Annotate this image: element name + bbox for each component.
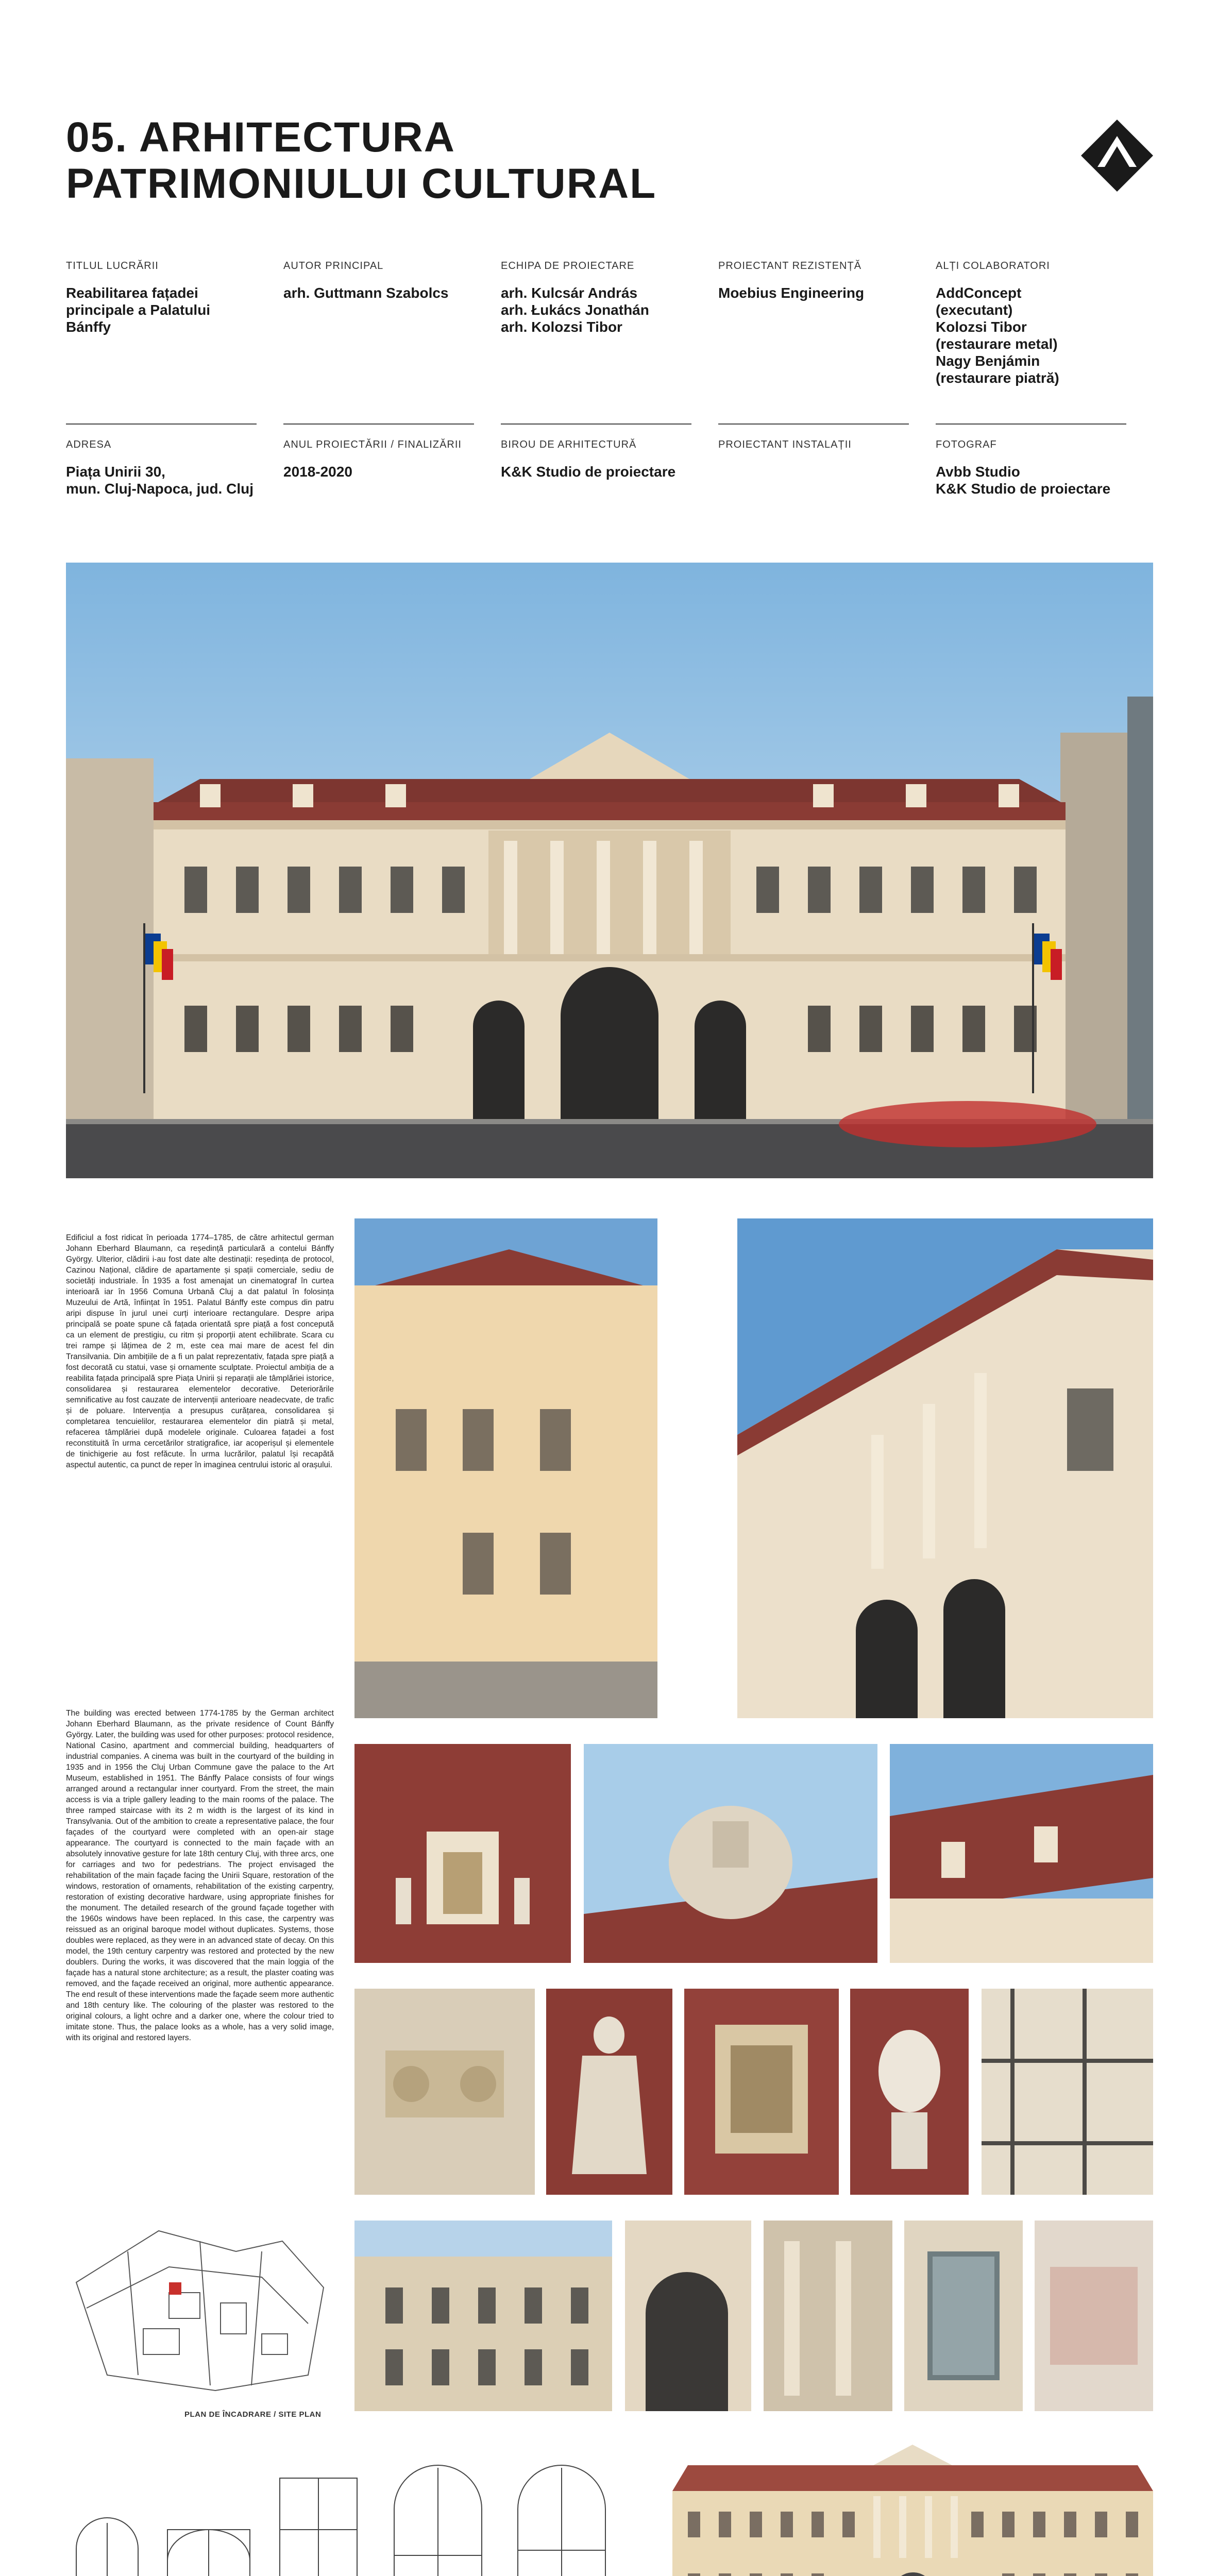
info-label: TITLUL LUCRĂRII: [66, 260, 159, 272]
info-label: ALȚI COLABORATORI: [936, 260, 1050, 272]
info-value: Reabilitarea fațadei principale a Palatului Bánffy: [66, 285, 211, 335]
info-address: [66, 439, 257, 497]
window-drawing-5: [508, 2452, 616, 2576]
dormer-photo: [354, 1744, 571, 1963]
info-label: ADRESA: [66, 439, 112, 450]
statue-photo: [546, 1989, 672, 2195]
info-title: [66, 260, 257, 335]
coat-of-arms-photo: [584, 1744, 877, 1963]
loggia-detail-photo: [764, 2221, 892, 2411]
info-label: PROIECTANT INSTALAȚII: [718, 439, 852, 450]
stone-texture-photo: [1035, 2221, 1153, 2411]
info-value: Avbb Studio K&K Studio de proiectare: [936, 464, 1111, 497]
info-value: AddConcept (executant) Kolozsi Tibor (restaurare metal) Nagy Benjámin (restaurare piatră): [936, 285, 1059, 386]
entrance-arch-photo: [625, 2221, 751, 2411]
info-structural: [718, 260, 909, 301]
description-en: The building was erected between 1774-1785 by the German architect Johann Eberhard Blaumann, as the private residence of Count Bánffy György. Later, the building was used for other purposes: protocol residence, National Casino, apartment and commercial building, headquarters of industrial companies. A cinema was built in the courtyard of the building in 1935 and in 1956 the Cluj Urban Commune gave the palace to the Art Museum, established in 1951. The Bánffy Palace consists of four wings arranged around a rectangular inner courtyard. From the street, the main access is via a triple gallery leading to the main rooms of the palace. The three ramped staircase with its 2 m width is the largest of its kind in Transylvania. Out of the ambition to create a representative palace, the four façades of the courtyard were completed with an open-air stage appearance. The courtyard is connected to the main façade with an absolutely innovative gesture for late 18th century Cluj, with three arcs, one for carriages and two for pedestrians. The project envisaged the rehabilitation of the main façade facing the Unirii Square, restoration of the windows, restoration of ornaments, rehabilitation of the existing carpentry, restoration of existing decorative hardware, using appropriate finishes for the monument. The detailed research of the ground façade together with the 1960s windows have been replaced. In this case, the carpentry was reissued as an original baroque model without duplicates. Systems, those doubles were replaced, as they were in an advanced state of decay. On this model, the 19th century carpentry was restored and protected by the new doublers. During the works, it was discovered that the main loggia of the façade has a natural stone architecture; as a result, the plaster coating was removed, and the façade received an original, more authentic appearance. The end result of these interventions made the façade seem more authentic and 18th century like. The colouring of the plaster was restored to the original colours, a light ochre and a darker one, where the colour tried to imitate stone. Thus, the palace looks as a whole, has a very solid image, with its original and restored layers.: [66, 1709, 334, 2042]
hero-facade-photo: [66, 563, 1153, 1178]
divider: [66, 423, 257, 425]
info-installations: [718, 439, 909, 463]
site-plan-caption: PLAN DE ÎNCADRARE / SITE PLAN: [184, 2410, 322, 2419]
info-author: [283, 260, 474, 301]
divider: [936, 423, 1126, 425]
window-drawing-4: [384, 2452, 492, 2576]
info-value: Moebius Engineering: [718, 285, 865, 301]
divider: [283, 423, 474, 425]
info-year: [283, 439, 474, 480]
side-facade-photo: [354, 2221, 612, 2411]
window-drawing-2: [160, 2509, 258, 2576]
info-label: ANUL PROIECTĂRII / FINALIZĂRII: [283, 439, 462, 450]
info-value: arh. Kulcsár András arh. Łukács Jonathán arh. Kolozsi Tibor: [501, 285, 649, 335]
scaffolding-photo: [982, 1989, 1153, 2195]
info-photographer: [936, 439, 1126, 497]
info-label: BIROU DE ARHITECTURĂ: [501, 439, 637, 450]
info-value: 2018-2020: [283, 464, 352, 480]
info-value: Piața Unirii 30, mun. Cluj-Napoca, jud. Cluj: [66, 464, 253, 497]
page-title: [66, 114, 787, 207]
info-value: K&K Studio de proiectare: [501, 464, 676, 480]
info-label: AUTOR PRINCIPAL: [283, 260, 384, 272]
capital-detail-photo: [354, 1989, 535, 2195]
info-collaborators: [936, 260, 1126, 386]
description-ro: Edificiul a fost ridicat în perioada 1774–1785, de către arhitectul german Johann Eberhard Blaumann, ca reședință particulară a contelui Bánffy György. Ulterior, clădirii i-au fost date alte destinații: reședința de protocol, Cazinou Național, clădire de apartamente și spații comerciale, sediu de societăți industriale. În 1935 a fost amenajat un cinematograf în curtea interioară iar în 1956 Comuna Urbană Cluj a dat palatul în folosința Muzeului de Artă, înființat în 1951. Palatul Bánffy este compus din patru aripi dispuse în jurul unei curți interioare rectangulare. Despre aripa principală se poate spune că fațada orientată spre piață a fost concepută ca un element de prestigiu, cu ritm și proporții atent echilibrate. Scara cu trei rampe și lățimea de 2 m, este cea mai mare de acest fel din Transilvania. Din ambițiile de a fi un palat reprezentativ, fațada spre piață a fost decorată cu statui, vase și ornamente sculptate. Proiectul ambiția de a reabilita fațada principală spre Piața Unirii și reparații ale tâmplăriei istorice, consolidarea și restaurarea elementelor decorative. Deteriorările semnificative au fost cauzate de intervenții anterioare neadecvate, de trafic și de poluare. Intervenția a presupus curățarea, consolidarea și completarea tencuielilor, restaurarea elementelor din piatră și metal, refacerea tâmplăriei după modelele originale. Culoarea fațadei a fost reconstituită în urma cercetărilor stratigrafice, iar acoperișul și elementele de tinichigerie au fost refăcute. În urma lucrărilor, palatul își recapătă aspectul autentic, ca punct de reper în imaginea centrului istoric al orașului.: [66, 1233, 334, 1469]
facade-detail-photo-right: [737, 1218, 1153, 1718]
window-restoration-photo: [684, 1989, 839, 2195]
info-label: ECHIPA DE PROIECTARE: [501, 260, 635, 272]
info-team: [501, 260, 691, 335]
west-facade-elevation: [672, 2445, 1153, 2576]
title-line-2: PATRIMONIULUI CULTURAL: [66, 160, 657, 207]
triangle-diamond-logo-icon: [1081, 120, 1153, 192]
info-label: PROIECTANT REZISTENȚĂ: [718, 260, 862, 272]
facade-detail-photo-left: [354, 1218, 657, 1718]
restored-window-photo: [904, 2221, 1023, 2411]
window-drawing-3: [272, 2468, 365, 2576]
divider: [718, 423, 909, 425]
info-label: FOTOGRAF: [936, 439, 997, 450]
roof-dormers-photo: [890, 1744, 1153, 1963]
site-plan-drawing: [66, 2221, 334, 2398]
title-line-1: 05. ARHITECTURA: [66, 114, 455, 161]
info-office: [501, 439, 691, 480]
divider: [501, 423, 691, 425]
window-drawing-1: [66, 2502, 148, 2576]
vase-ornament-photo: [850, 1989, 969, 2195]
info-value: arh. Guttmann Szabolcs: [283, 285, 449, 301]
